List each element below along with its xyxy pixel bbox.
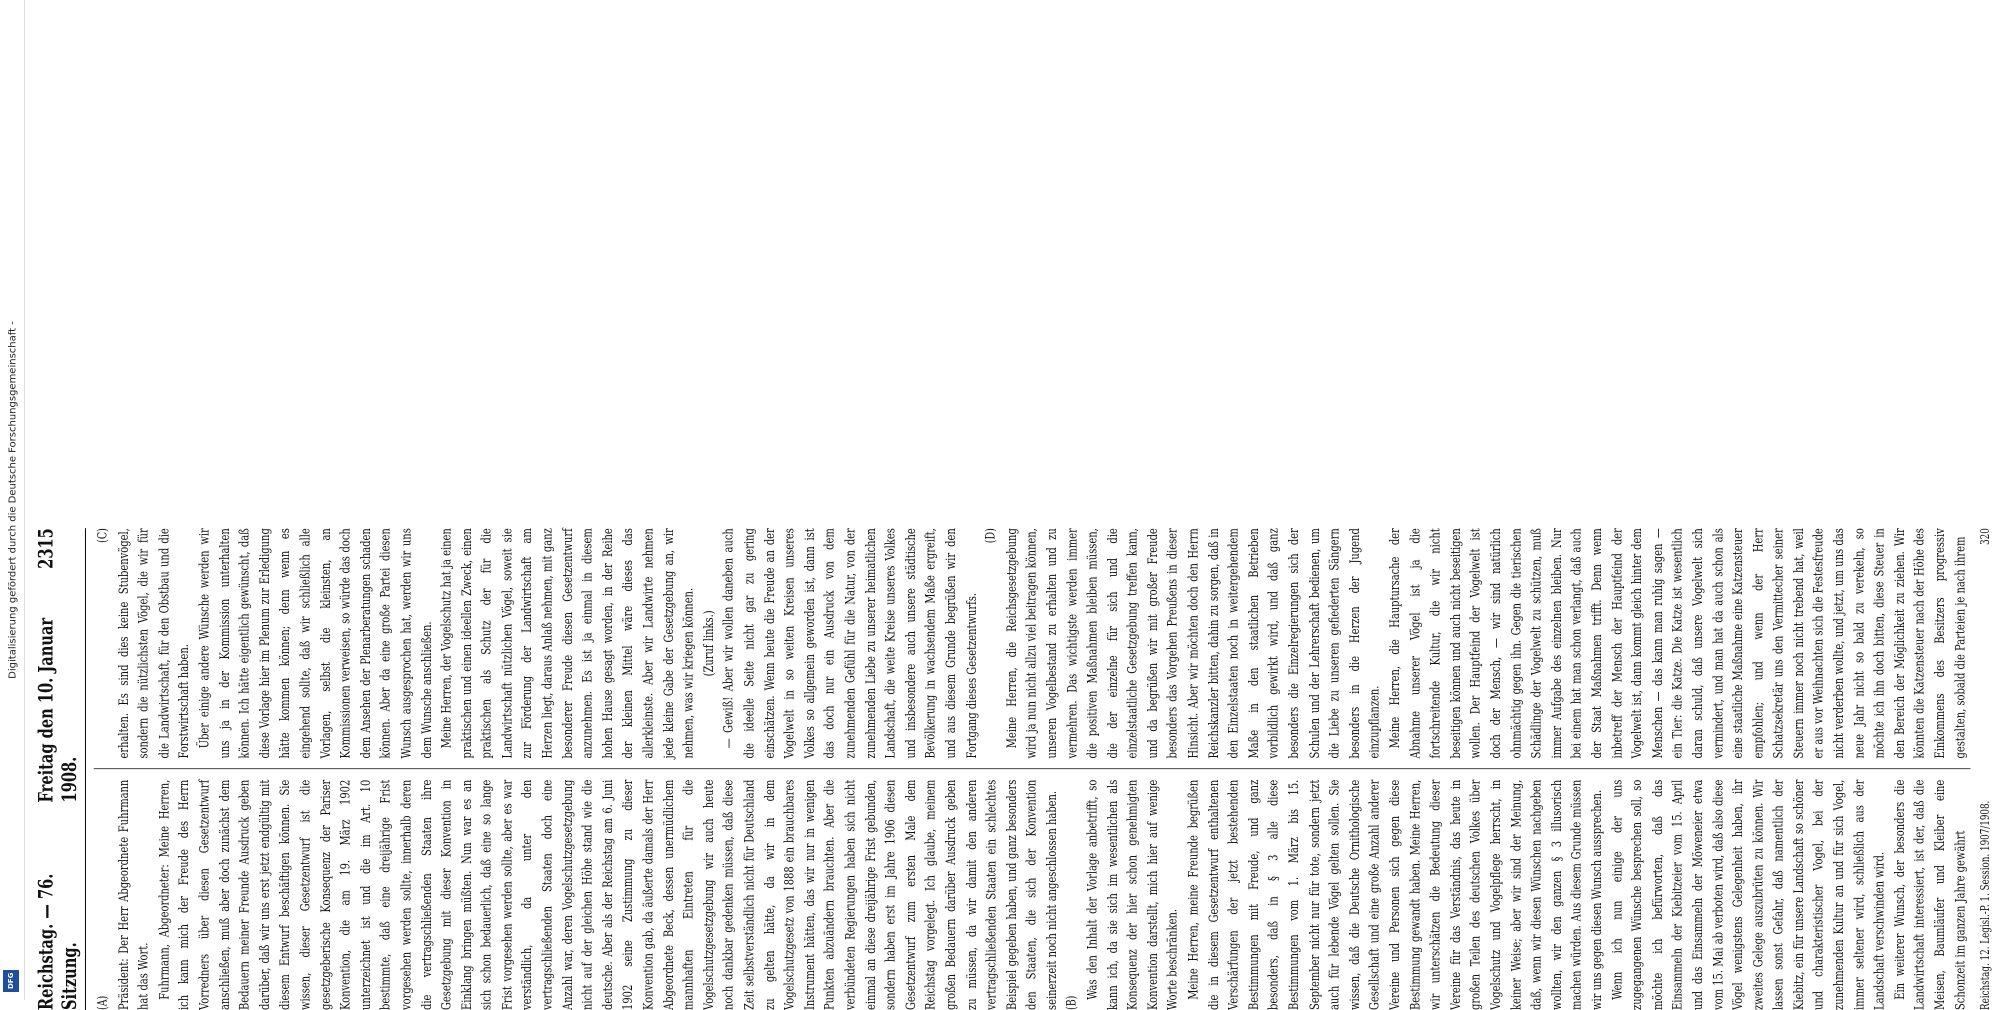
margin-mark-a: (A) bbox=[95, 995, 111, 1010]
page-number: 2315 bbox=[34, 528, 58, 569]
left-column bbox=[94, 780, 1971, 1010]
margin-mark-d: (D) bbox=[983, 528, 999, 544]
header-left: Reichstag. — 76. Sitzung. bbox=[34, 873, 82, 1010]
right-column bbox=[94, 528, 1971, 758]
dfg-logo: DFG bbox=[3, 970, 19, 992]
paragraph: Was den Inhalt der Vorlage anbetrifft, so kann ich, da sie sich im wesentlichen als Konsequenz der hier schon genehmigten Konvention darstellt, mich hier auf wenige Worte beschränken. bbox=[1084, 779, 1182, 1010]
footer-session: Reichstag. 12. Legisl.-P. 1. Session. 1907/1908. bbox=[1978, 800, 1992, 1010]
interjection: (Zuruf links.) bbox=[701, 610, 717, 677]
rotated-newspaper-page bbox=[34, 528, 1992, 1010]
paragraph: Meine Herren, der Vogelschutz hat ja einen praktischen und einen ideellen Zweck, einen praktischen als Schutz der für die Landwirtschaft nützlichen Vögel, soweit sie zur Förderung der Landwirtschaft am Herzen liegt, daraus Anlaß nehmen, mit ganz besonderer Freude diesen Gesetzentwurf anzunehmen. Es ist ja einmal in diesem hohen Hause gesagt worden, in der Reihe der kleinen Mittel wäre dieses das allerkleinste. Aber wir Landwirte nehmen jede kleine Gabe der Gesetzgebung an, wir nehmen, was wir kriegen können. bbox=[438, 528, 697, 759]
page-footer bbox=[1979, 528, 1992, 1010]
funding-credit: Digitalisierung gefördert durch die Deutsche Forschungsgemeinschaft - bbox=[7, 321, 19, 679]
paragraph: Über einige andere Wünsche werden wir uns ja in der Kommission unterhalten können. Ich hätte eigentlich gewünscht, daß diese Vorlage hier im Plenum zur Erledigung hätte kommen können; denn wenn es eingehend sollte, daß wir schließlich alle Vorlagen, selbst die kleinsten, an Kommissionen verweisen, so würde das doch dem Ansehen der Plenarberatungen schaden können. Aber da eine große Partei diesen Wunsch ausgesprochen hat, werden wir uns dem Wunsche anschließen. bbox=[196, 528, 435, 759]
paragraph: Fuhrmann, Abgeordneter: Meine Herren, ich kann mich der Freude des Herrn Vorredners über diesen Gesetzentwurf anschließen, muß aber doch zunächst dem Bedauern meiner Freunde Ausdruck geben darüber, daß wir uns erst jetzt endgültig mit diesem Entwurf beschäftigen können. Sie wissen, dieser Gesetzentwurf ist die gesetzgeberische Konsequenz der Pariser Konvention, die am 19. März 1902 unterzeichnet ist und die im Art. 10 bestimmte, daß eine dreijährige Frist vorgesehen werden sollte, innerhalb deren die vertragschließenden Staaten ihre Gesetzgebung mit dieser Konvention in Einklang bringen müßten. Nun war es an sich schon bedauerlich, daß eine so lange Frist vorgesehen werden sollte, aber es war verständlich, da unter den vertragschließenden Staaten doch eine Anzahl war, deren Vogelschutzgesetzgebung nicht auf der gleichen Höhe stand wie die deutsche. Aber als der Reichstag am 6. Juni 1902 seine Zustimmung zu dieser Konvention gab, da äußerte damals der Herr Abgeordnete Beck, dessen unermüdlichem mannhaften Eintreten für die Vogelschutzgesetzgebung wir auch heute noch dankbar gedenken müssen, daß diese Zeit selbstverständlich nicht für Deutschland zu gelten hätte, da wir in dem Vogelschutzgesetz von 1888 ein brauchbares Instrument hätten, das wir nur in wenigen Punkten abzuändern brauchten. Aber die verbündeten Regierungen haben sich nicht einmal an diese dreijährige Frist gebunden, sondern haben erst im Jahre 1906 diesen Gesetzentwurf zum ersten Male dem Reichstag vorgelegt. Ich glaube, meinem großen Bedauern darüber Ausdruck geben zu müssen, da wir damit den anderen vertragschließenden Staaten ein schlechtes Beispiel gegeben haben, und ganz besonders den Staaten, die sich der Konvention seinerzeit noch nicht angeschlossen haben. bbox=[156, 779, 1060, 1010]
footer-number: 320 bbox=[1978, 528, 1992, 545]
paragraph: Meine Herren, die Reichsgesetzgebung wird ja nun nicht allzu viel beitragen können, unseren Vogelbestand zu erhalten und zu vermehren. Das wichtigste werden immer die positiven Maßnahmen bleiben müssen, die der einzelne für sich und die einzelstaatliche Gesetzgebung treffen kann, und da begrüßen wir mit großer Freude besonders das Vorgehen Preußens in dieser Hinsicht. Aber wir möchten doch den Herrn Reichskanzler bitten, dahin zu sorgen, daß in den Einzelstaaten noch in weitergehendem Maße in den staatlichen Betrieben vorbildlich gewirkt wird, und daß ganz besonders die Einzelregierungen sich der Schulen und der Lehrerschaft bedienen, um die Liebe zu unseren gefiederten Sängern besonders in die Herzen der Jugend einzupflanzen. bbox=[1003, 528, 1383, 759]
paragraph: erhalten. Es sind dies keine Stubenvögel, sondern die nützlichsten Vögel, die wir für die Landwirtschaft, für den Obstbau und die Forstwirtschaft haben. bbox=[115, 528, 193, 759]
paragraph: — Gewiß! Aber wir wollen daneben auch die ideelle Seite nicht gar zu gering einschätzen. Wenn heute die Freude an der Vogelwelt in so weiten Kreisen unseres Volkes so allgemein geworden ist, dann ist das doch nur ein Ausdruck von dem zunehmenden Gefühl für die Natur, von der zunehmenden Liebe zu unserer heimatlichen Landschaft, die weite Kreise unseres Volkes und insbesondere auch unsere städtische Bevölkerung in wachsendem Maße ergreift, und aus diesem Grunde begrüßen wir den Fortgang dieses Gesetzentwurfs. bbox=[721, 528, 980, 759]
paragraph: Meine Herren, meine Freunde begrüßen die in diesem Gesetzentwurf enthaltenen Verschärfungen der jetzt bestehenden Bestimmungen mit Freude, und ganz besonders, daß in § 3 alle diese Bestimmungen vom 1. März bis 15. September nicht nur für tote, sondern jetzt auch für lebende Vögel gelten sollen. Sie wissen, daß die Deutsche Ornithologische Gesellschaft und eine große Anzahl anderer Vereine und Personen sich gegen diese Bestimmung gewandt haben. Meine Herren, wir unterschätzen die Bedeutung dieser Vereine für das Verständnis, das heute in großen Teilen des deutschen Volkes über Vogelschutz und Vogelpflege herrscht, in keiner Weise; aber wir sind der Meinung, daß, wenn wir diesen Wünschen nachgeben wollten, wir den ganzen § 3 illusorisch machen würden. Aus diesem Grunde müssen wir uns gegen diesen Wunsch aussprechen. bbox=[1185, 779, 1605, 1010]
header-center: Freitag den 10. Januar 1908. bbox=[34, 617, 82, 803]
margin-mark-c: (C) bbox=[95, 528, 111, 543]
paragraph: Ein weiterer Wunsch, der besonders die Landwirtschaft interessiert, ist der, daß die Meisen, Baumläufer und Kleiber eine Schonzeit im ganzen Jahre gewährt bbox=[1891, 779, 1969, 1010]
paragraph: Präsident: Der Herr Abgeordnete Fuhrmann hat das Wort. bbox=[115, 779, 152, 1010]
text-columns bbox=[94, 528, 1971, 1010]
page-header bbox=[34, 528, 86, 1010]
sidebar bbox=[0, 0, 25, 1000]
paragraph: Meine Herren, die Hauptursache der Abnahme unserer Vögel ist ja die fortschreitende Kultur, die wir nicht beseitigen können und auch nicht beseitigen wollen. Der Hauptfeind der Vogelwelt ist doch der Mensch, — wir sind natürlich ohnmächtig gegen ihn. Gegen die tierischen Schädlinge der Vogelwelt zu schützen, muß immer Aufgabe des einzelnen bleiben. Nur bei einem hat man schon verlangt, daß auch der Staat Maßnahmen trifft. Denn wenn inbetreff der Mensch der Hauptfeind der Vogelwelt ist, dann kommt gleich hinter dem Menschen — das kann man ruhig sagen — ein Tier: die Katze. Die Katze ist wesentlich daran schuld, daß unsere Vogelwelt sich vermindert, und man hat da auch schon als eine staatliche Maßnahme eine Katzensteuer empfohlen; und wenn der Herr Schatzsekretär uns den Vermittecher seiner Steuern immer noch nicht trebend hat, weil er aus vor Weihnachten sich die Festesfreude nicht verderben wollte, und jetzt, um uns das neue Jahr nicht so bald zu verekeln, so möchte ich ihn doch bitten, diese Steuer in den Bereich der Möglichkeit zu ziehen. Wir könnten die Katzensteuer nach der Höhe des Einkommens des Besitzers progressiv gestalten, sobald die Parteien je nach ihrem bbox=[1387, 528, 1969, 759]
margin-mark-b: (B) bbox=[1064, 995, 1080, 1010]
paragraph: Wenn ich nun einige der uns zugegangenen Wünsche besprechen soll, so möchte ich befürworten, daß das Einsammeln der Kiebitzeier vom 15. April und das Einsammeln der Möweneier etwa vom 15. Mai ab verboten wird, daß also diese Vögel wenigstens Gelegenheit haben, ihr zweites Gelege auszubrüten zu können. Wir lassen sonst Gefahr, daß namentlich der Kiebitz, ein für unsere Landschaft so schöner und charakteristischer Vogel, bei der zunehmenden Kultur an und für sich Vogel, immer seltener wird, schließlich aus der Landschaft verschwinden wird. bbox=[1609, 779, 1888, 1010]
column-divider bbox=[94, 769, 1971, 770]
